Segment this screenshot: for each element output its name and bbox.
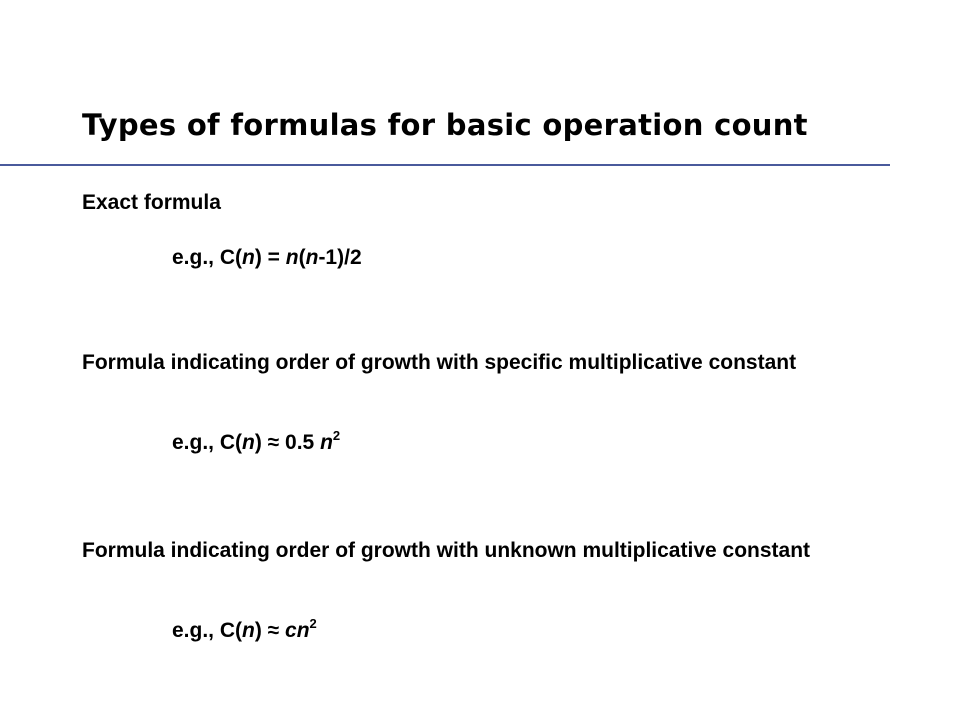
example-variable: n bbox=[285, 246, 299, 269]
item-heading-exact-formula: Exact formula bbox=[82, 191, 221, 214]
example-variable: n bbox=[242, 246, 255, 269]
example-text: ) = bbox=[254, 246, 286, 269]
item-example-unknown-constant bbox=[172, 618, 317, 644]
item-example-exact-formula bbox=[172, 245, 362, 271]
item-example-specific-constant bbox=[172, 430, 340, 456]
example-variable: n bbox=[305, 246, 319, 269]
item-heading-specific-constant: Formula indicating order of growth with specific multiplicative constant bbox=[82, 351, 797, 374]
example-variable: n bbox=[320, 431, 333, 454]
example-text: e.g., C( bbox=[172, 619, 243, 642]
example-text: e.g., C( bbox=[172, 431, 243, 454]
example-text: ) ≈ 0.5 bbox=[254, 431, 321, 454]
example-variable: cn bbox=[285, 619, 310, 642]
example-text: ) ≈ bbox=[254, 619, 286, 642]
example-text: -1)/2 bbox=[318, 246, 362, 269]
example-text: e.g., C( bbox=[172, 246, 243, 269]
example-variable: n bbox=[242, 619, 255, 642]
example-exponent: 2 bbox=[332, 428, 341, 443]
example-variable: n bbox=[242, 431, 255, 454]
item-heading-unknown-constant: Formula indicating order of growth with unknown multiplicative constant bbox=[82, 539, 811, 562]
example-exponent: 2 bbox=[309, 616, 317, 631]
title-divider bbox=[0, 164, 890, 166]
example-text: ( bbox=[298, 246, 306, 269]
slide-title: Types of formulas for basic operation count bbox=[82, 108, 808, 142]
